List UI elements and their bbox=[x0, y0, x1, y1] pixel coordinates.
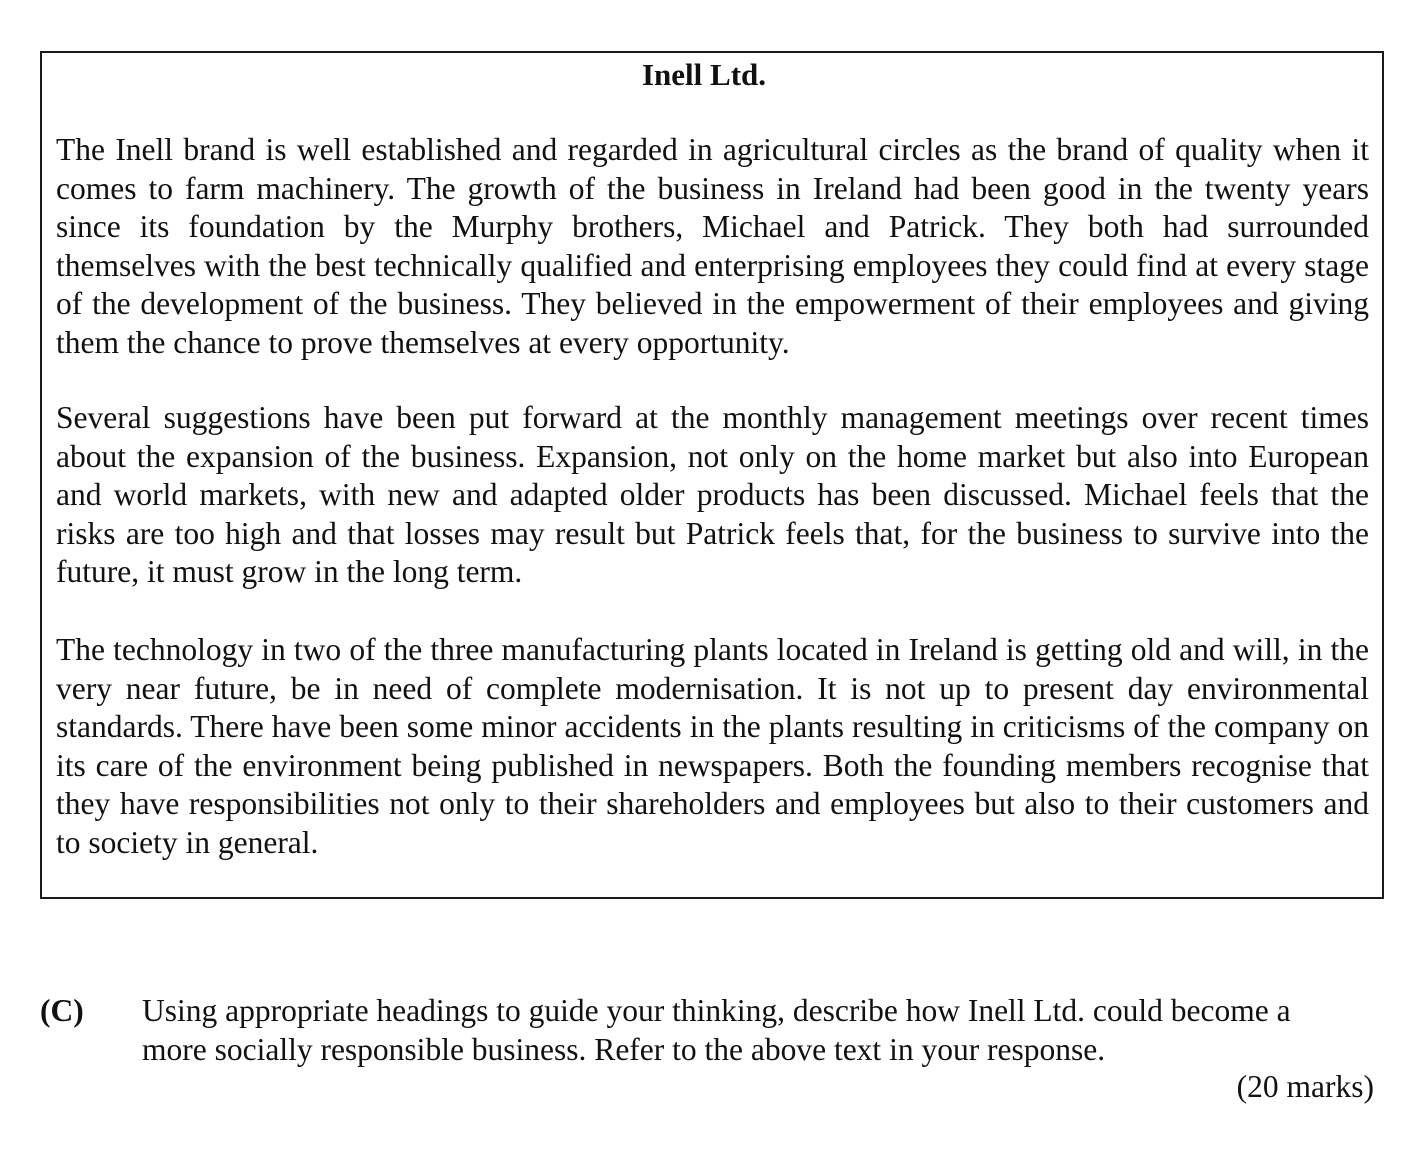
case-paragraph-2: Several suggestions have been put forward at the monthly management meetings over recent times about the expansion of the business. Expansion, not only on the home market but also into European and world markets, with new and adapted older products has been discussed. Michael feels that the risks are too high and that losses may result but Patrick feels that, for the business to survive into the future, it must grow in the long term. bbox=[56, 400, 1369, 589]
case-paragraph-3: The technology in two of the three manufacturing plants located in Ireland is getting old and will, in the very near future, be in need of complete modernisation. It is not up to present day environmental standards. There have been some minor accidents in the plants resulting in criticisms of the company on its care of the environment being published in newspapers. Both the founding members recognise that they have responsibilities not only to their shareholders and employees but also to their customers and to society in general. bbox=[56, 632, 1369, 860]
question-marks: (20 marks) bbox=[1236, 1069, 1374, 1104]
case-study-title: Inell Ltd. bbox=[641, 57, 767, 92]
case-paragraph-1: The Inell brand is well established and regarded in agricultural circles as the brand of quality when it comes to farm machinery. The growth of the business in Ireland had been good in the twenty years since its foundation by the Murphy brothers, Michael and Patrick. They both had surrounded themselves with the best technically qualified and enterprising employees they could find at every stage of the development of the business. They believed in the empowerment of their employees and giving them the chance to prove themselves at every opportunity. bbox=[56, 132, 1369, 360]
question-text: Using appropriate headings to guide your thinking, describe how Inell Ltd. could become a more socially responsible business. Refer to the above text in your response. bbox=[142, 993, 1291, 1067]
question-label: (C) bbox=[40, 993, 84, 1028]
